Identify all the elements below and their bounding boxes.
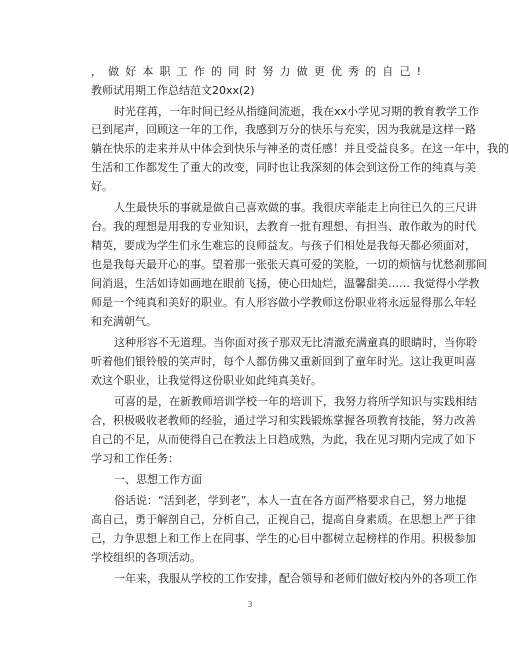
text-line: 一年来，我服从学校的工作安排，配合领导和老师们做好校内外的各项工作	[114, 572, 477, 585]
text-line: 高自己，勇于解剖自己，分析自己，正视自己，提高自身素质。在思想上严于律	[91, 513, 476, 526]
text-line: 也是我每天最开心的事。望着那一张张天真可爱的笑脸，一切的烦恼与忧愁刹那间	[91, 258, 487, 271]
text-line: 人生最快乐的事就是做自己喜欢做的事。我很庆幸能走上向往已久的三尺讲	[114, 201, 477, 214]
text-line: 生活和工作都发生了重大的改变，同时也让我深刻的体会到这份工作的纯真与美	[91, 161, 476, 174]
text-line: 精英，要成为学生们永生难忘的良师益友。与孩子们相处是我每天都必须面对，	[91, 239, 476, 252]
text-line: 台。我的理想是用我的专业知识，去教育一批有理想、有担当、敢作敢为的时代	[91, 220, 476, 233]
text-line: 己，力争思想上和工作上在同事、学生的心目中都树立起榜样的作用。积极参加	[91, 532, 476, 545]
text-line: 间消退，生活如诗如画地在眼前飞扬，使心田灿烂，温馨甜美…… 我觉得小学教	[91, 277, 480, 290]
text-line: 躺在快乐的走来并从中体会到快乐与神圣的责任感！并且受益良多。在这一年中，我的	[91, 142, 509, 155]
section-title: 教师试用期工作总结范文20xx(2)	[91, 84, 255, 97]
text-line: 和充满朝气。	[91, 315, 157, 328]
text-line: ，做好本职工作的同时努力做更优秀的自己!	[91, 65, 421, 78]
text-line: 俗话说：“活到老，学到老”，本人一直在各方面严格要求自己，努力地提	[114, 494, 467, 507]
section-heading: 一、思想工作方面	[114, 473, 202, 486]
text-line: 师是一个纯真和美好的职业。有人形容做小学教师这份职业将永远显得那么年轻	[91, 296, 476, 309]
text-line: 好。	[91, 180, 113, 193]
text-line: 听着他们银铃般的笑声时，每个人都仿佛又重新回到了童年时光。这让我更叫喜	[91, 355, 476, 368]
text-line: 学习和工作任务：	[91, 452, 179, 465]
page-number: 3	[247, 600, 253, 609]
text-line: 时光荏苒，一年时间已经从指缝间流逝，我在xx小学见习期的教育教学工作	[114, 105, 480, 118]
text-line: 学校组织的各项活动。	[91, 551, 201, 564]
text-line: 欢这个职业，让我觉得这份职业如此纯真美好。	[91, 374, 322, 387]
text-line: 可喜的是，在新教师培训学校一年的培训下，我努力将所学知识与实践相结	[114, 395, 477, 408]
text-line: 自己的不足，从而使得自己在教法上日趋成熟，为此，我在见习期内完成了如下	[91, 433, 476, 446]
text-line: 这种形容不无道理。当你面对孩子那双无比清澈充满童真的眼睛时，当你聆	[114, 336, 477, 349]
text-line: 合，积极吸收老教师的经验，通过学习和实践锻炼掌握各项教育技能，努力改善	[91, 414, 476, 427]
text-line: 已到尾声，回顾这一年的工作，我感到万分的快乐与充实，因为我就是这样一路	[91, 123, 476, 136]
